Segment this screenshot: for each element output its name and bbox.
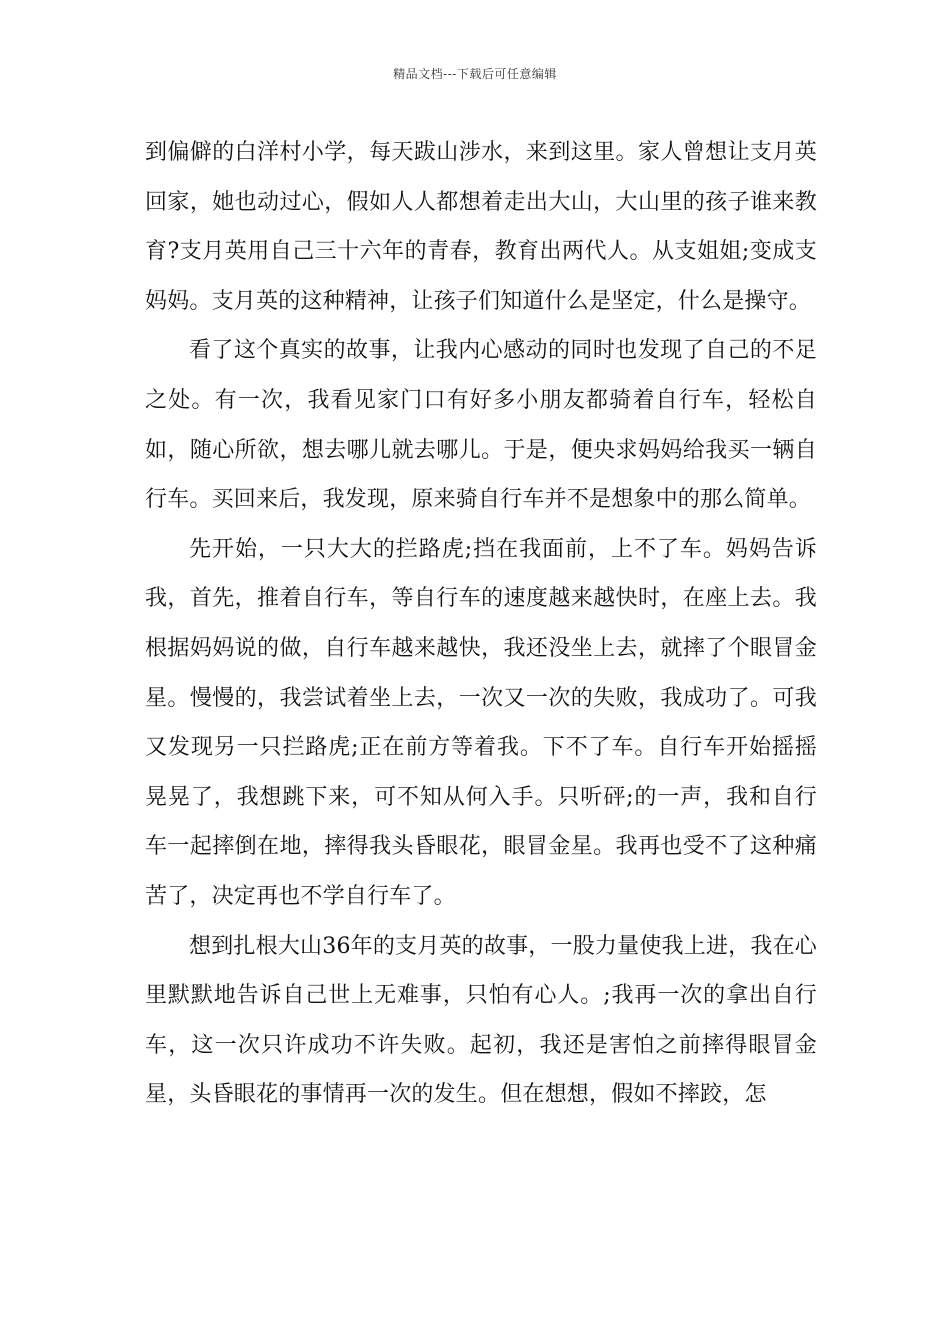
paragraph-4: 想到扎根大山36年的支月英的故事，一股力量使我上进，我在心里默默地告诉自己世上无难事，只怕有心人。;我再一次的拿出自行车，这一次只许成功不许失败。起初，我还是害怕之前摔得眼冒金星，头昏眼花的事情再一次的发生。但在想想，假如不摔跤，怎 <box>145 933 817 1108</box>
paragraph-3: 先开始，一只大大的拦路虎;挡在我面前，上不了车。妈妈告诉我，首先，推着自行车，等自行车的速度越来越快时，在座上去。我根据妈妈说的做，自行车越来越快，我还没坐上去，就摔了个眼冒金星。慢慢的，我尝试着坐上去，一次又一次的失败，我成功了。可我又发现另一只拦路虎;正在前方等着我。下不了车。自行车开始摇摇晃晃了，我想跳下来，可不知从何入手。只听砰;的一声，我和自行车一起摔倒在地，摔得我头昏眼花，眼冒金星。我再也受不了这种痛苦了，决定再也不学自行车了。 <box>145 536 817 909</box>
paragraph-1: 到偏僻的白洋村小学，每天跋山涉水，来到这里。家人曾想让支月英回家，她也动过心，假如人人都想着走出大山，大山里的孩子谁来教育?支月英用自己三十六年的青春，教育出两代人。从支姐姐;变成支妈妈。支月英的这种精神，让孩子们知道什么是坚定，什么是操守。 <box>145 140 817 314</box>
page-header: 精品文档---下载后可任意编辑 <box>393 67 557 81</box>
document-body <box>145 128 817 1120</box>
paragraph-2: 看了这个真实的故事，让我内心感动的同时也发现了自己的不足之处。有一次，我看见家门口有好多小朋友都骑着自行车，轻松自如，随心所欲，想去哪儿就去哪儿。于是，便央求妈妈给我买一辆自行车。买回来后，我发现，原来骑自行车并不是想象中的那么简单。 <box>145 338 817 513</box>
